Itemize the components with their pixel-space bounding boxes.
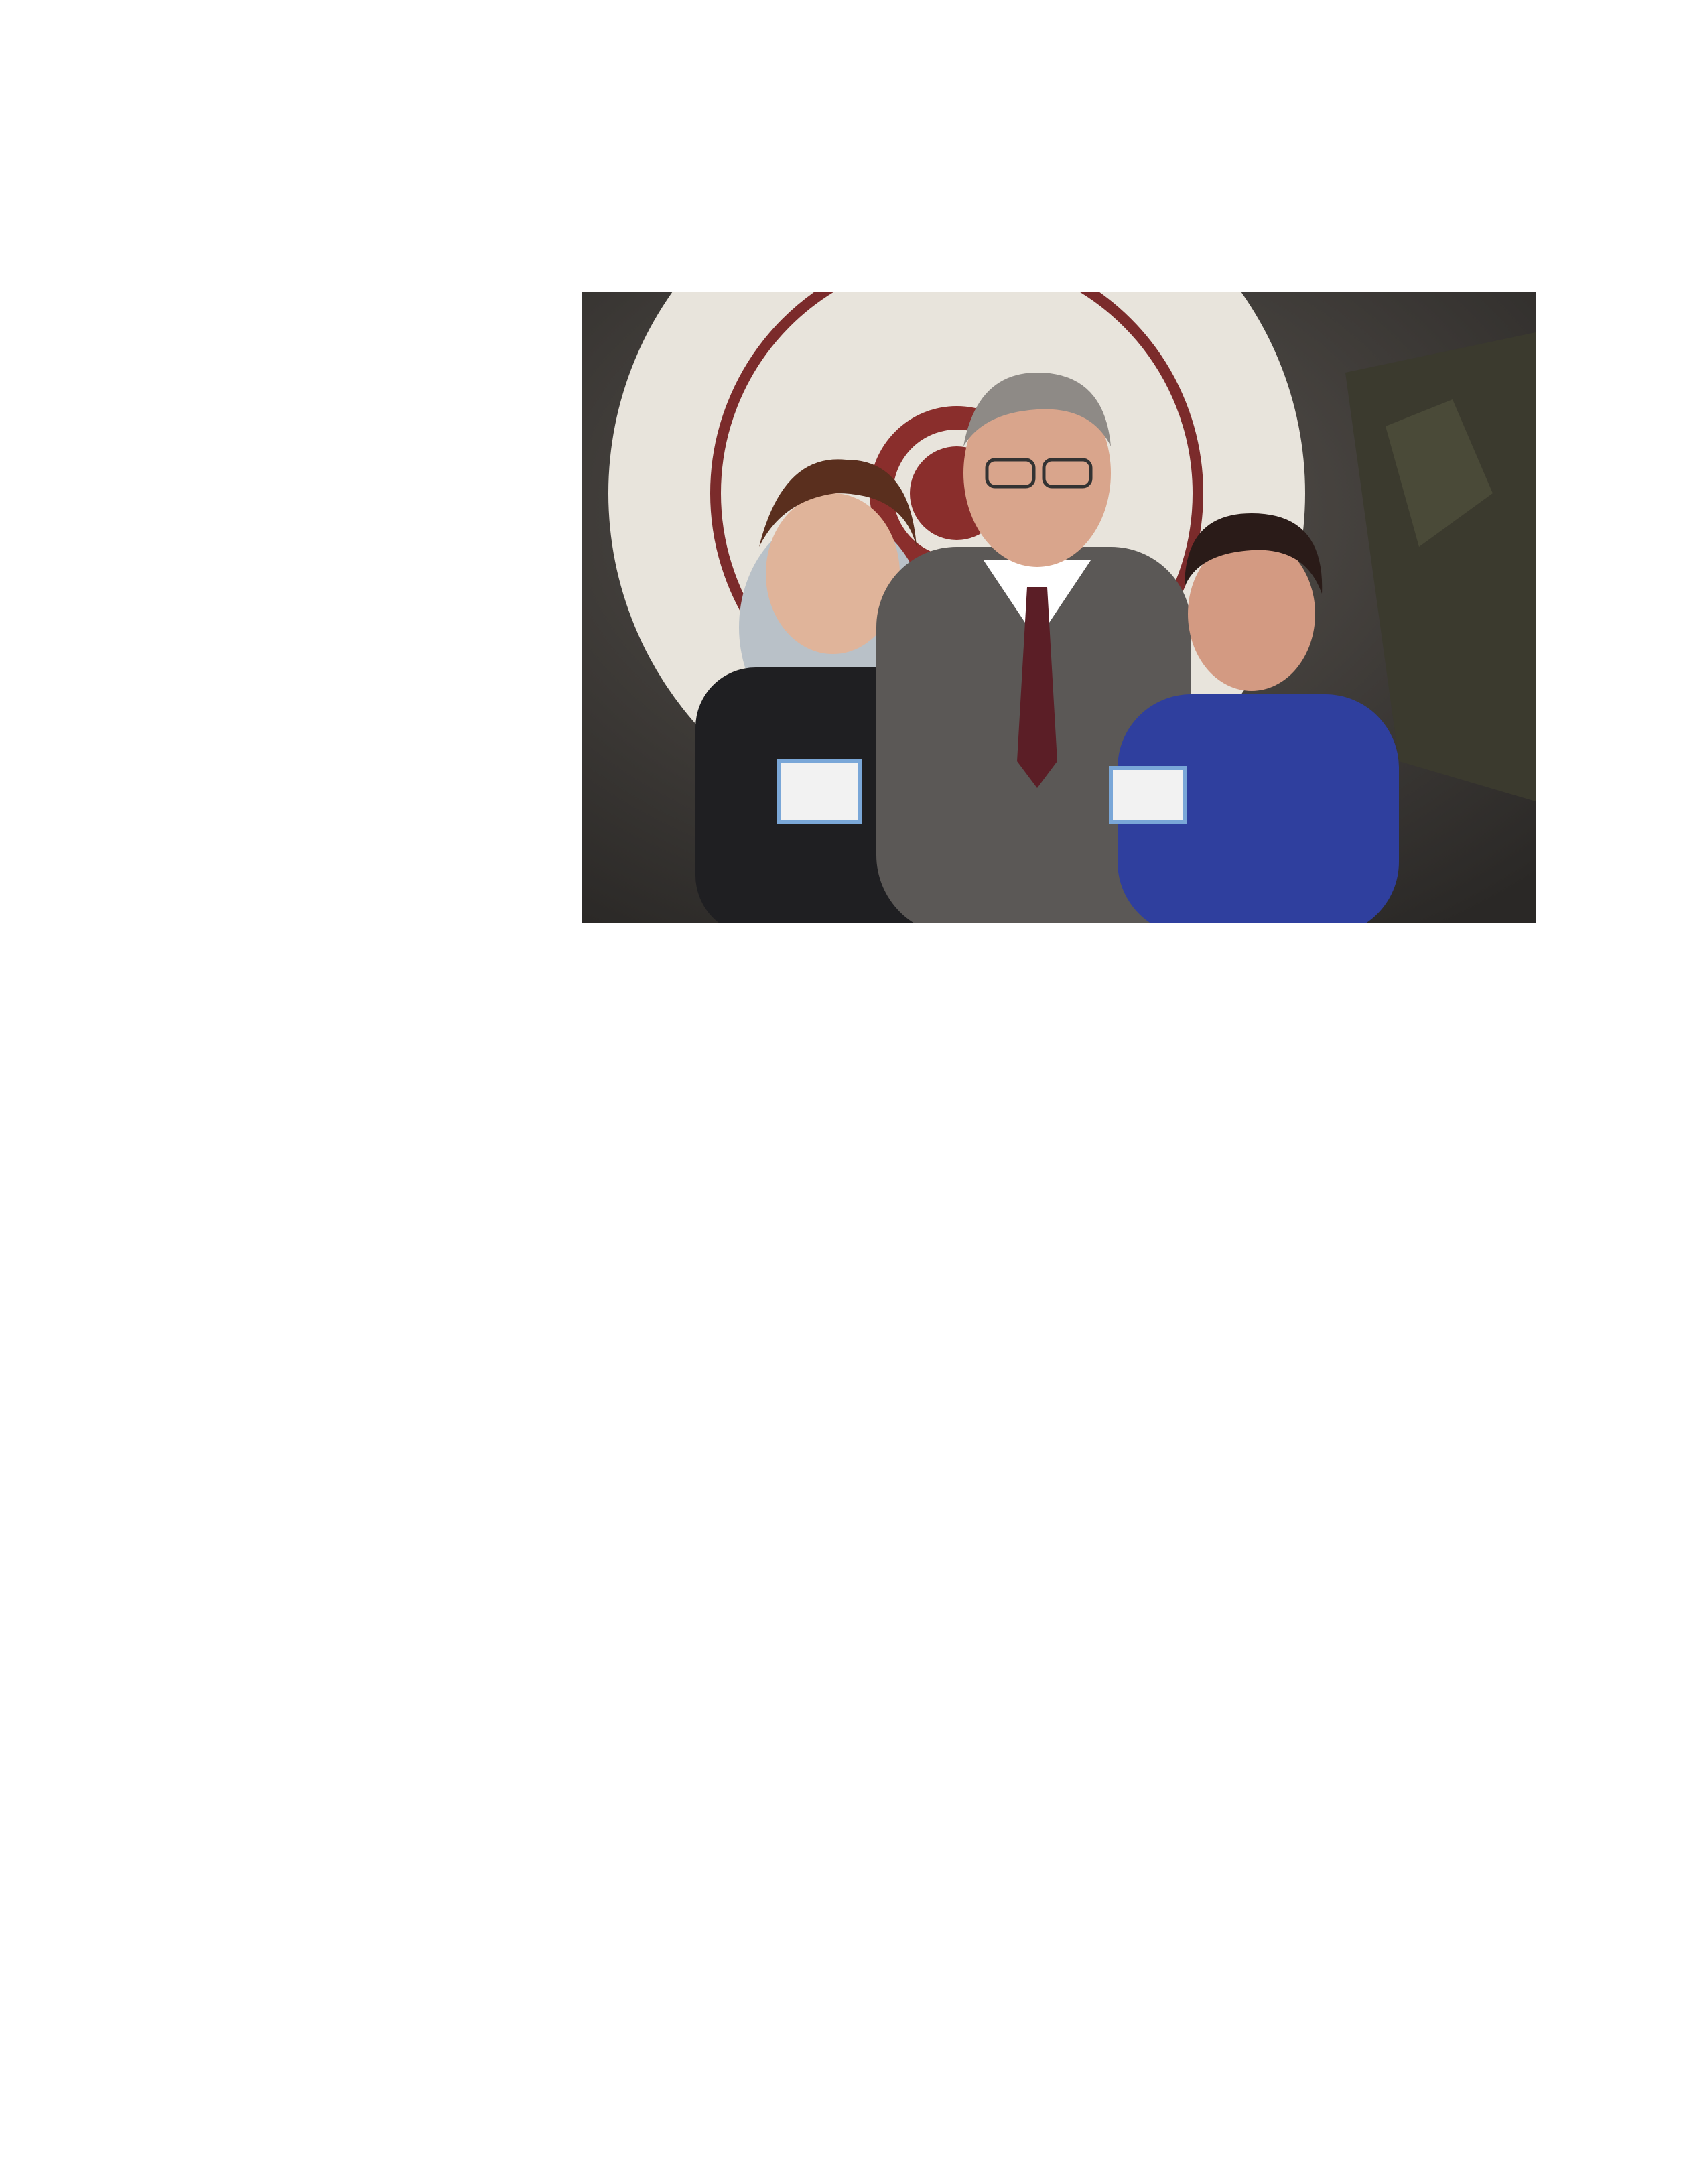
photo-illustration [582,292,1536,923]
event-photo [582,292,1536,923]
bootcamp-heading [100,315,563,347]
left-column [100,281,563,347]
page-footer [1340,2142,1588,2167]
bootcamp-section [100,315,563,347]
right-column [1073,1192,1536,1218]
